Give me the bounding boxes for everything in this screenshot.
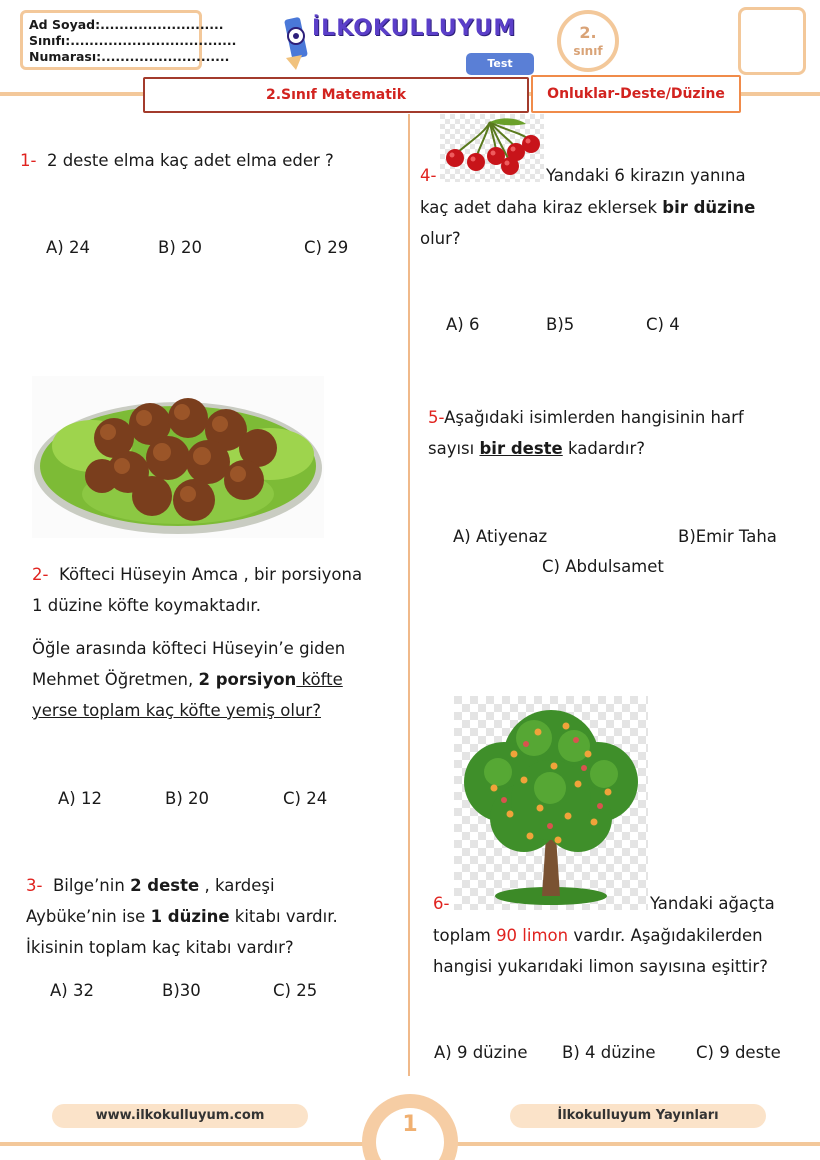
option-a[interactable]: A) 9 düzine	[434, 1043, 528, 1062]
question-text-fragment: kadardır?	[562, 439, 646, 458]
option-b[interactable]: B)Emir Taha	[678, 527, 777, 546]
lemon-tree-image	[454, 696, 648, 910]
question-text-fragment: vardır. Aşağıdakilerden	[568, 926, 763, 945]
test-badge: Test	[466, 53, 534, 75]
student-number-field[interactable]: Numarası:...........................	[29, 49, 230, 64]
grade-badge	[557, 10, 619, 72]
question-number: 5-	[428, 408, 445, 427]
question-text-fragment: sayısı	[428, 439, 480, 458]
question-text-line: hangisi yukarıdaki limon sayısına eşittir?	[433, 957, 768, 976]
option-a[interactable]: A) 12	[58, 789, 102, 808]
question-number: 3-	[26, 876, 43, 895]
option-b[interactable]: B)5	[546, 315, 575, 334]
question-number: 2-	[32, 565, 49, 584]
question-text-line: Yandaki 6 kirazın yanına	[546, 166, 746, 185]
option-a[interactable]: A) Atiyenaz	[453, 527, 548, 546]
question-4-body	[420, 192, 815, 254]
question-1	[20, 145, 334, 176]
question-text-fragment: Mehmet Öğretmen,	[32, 670, 199, 689]
question-text-line: Aşağıdaki isimlerden hangisinin harf	[444, 408, 744, 427]
option-b[interactable]: B)30	[162, 981, 201, 1000]
student-name-field[interactable]: Ad Soyad:..........................	[29, 17, 224, 32]
question-text-line: Yandaki ağaçta	[650, 894, 775, 913]
question-emphasis: 1 düzine	[150, 907, 230, 926]
question-emphasis: 90 limon	[496, 926, 569, 945]
student-class-field[interactable]: Sınıfı:...................................	[29, 33, 237, 48]
question-emphasis: bir deste	[479, 439, 563, 458]
column-divider	[408, 114, 410, 1076]
question-6-number	[433, 888, 449, 919]
question-4-number	[420, 160, 436, 191]
grade-word: sınıf	[573, 44, 603, 58]
option-c[interactable]: C) 4	[646, 315, 680, 334]
question-emphasis: 2 deste	[130, 876, 200, 895]
question-text-fragment: toplam	[433, 926, 497, 945]
question-emphasis: 2 porsiyon	[198, 670, 297, 689]
question-number: 1-	[20, 151, 37, 170]
option-b[interactable]: B) 20	[158, 238, 202, 257]
option-a[interactable]: A) 32	[50, 981, 94, 1000]
cherries-image	[440, 114, 544, 182]
question-number: 6-	[433, 894, 450, 913]
option-a[interactable]: A) 6	[446, 315, 480, 334]
question-text-line: İkisinin toplam kaç kitabı vardır?	[26, 938, 294, 957]
question-text-fragment: kaç adet daha kiraz eklersek	[420, 198, 663, 217]
question-text-line: 1 düzine köfte koymaktadır.	[32, 596, 261, 615]
grade-number: 2.	[579, 23, 597, 42]
option-a[interactable]: A) 24	[46, 238, 90, 257]
option-c[interactable]: C) 29	[304, 238, 349, 257]
meatballs-image	[32, 376, 324, 538]
option-b[interactable]: B) 20	[165, 789, 209, 808]
question-text-fragment: , kardeşi	[199, 876, 275, 895]
option-c[interactable]: C) Abdulsamet	[542, 557, 664, 576]
question-2	[32, 559, 402, 726]
option-c[interactable]: C) 24	[283, 789, 328, 808]
website-link[interactable]: www.ilkokulluyum.com	[52, 1104, 308, 1128]
question-text-fragment: kitabı vardır.	[229, 907, 338, 926]
question-number: 4-	[420, 166, 437, 185]
option-c[interactable]: C) 9 deste	[696, 1043, 781, 1062]
question-text: 2 deste elma kaç adet elma eder ?	[46, 151, 334, 170]
question-text-fragment: Bilge’nin	[52, 876, 131, 895]
question-text-line: Öğle arasında köfteci Hüseyin’e giden	[32, 639, 346, 658]
question-underline: yerse toplam kaç köfte yemiş olur?	[32, 701, 321, 720]
student-info-box	[20, 10, 237, 70]
question-5	[428, 402, 813, 464]
page-title: 2.Sınıf Matematik	[143, 77, 529, 113]
logo-wordmark: İLKOKULLUYUM	[312, 16, 517, 41]
question-text-line: olur?	[420, 229, 461, 248]
question-underline: köfte	[296, 670, 343, 689]
question-text-line: Köfteci Hüseyin Amca , bir porsiyona	[58, 565, 363, 584]
score-box	[738, 7, 806, 75]
option-c[interactable]: C) 25	[273, 981, 318, 1000]
question-emphasis: bir düzine	[662, 198, 756, 217]
topic-title: Onluklar-Deste/Düzine	[531, 75, 741, 113]
question-3	[26, 870, 402, 963]
page-number: 1	[402, 1112, 418, 1137]
question-6-body	[433, 920, 818, 982]
option-b[interactable]: B) 4 düzine	[562, 1043, 656, 1062]
publisher-label: İlkokulluyum Yayınları	[510, 1104, 766, 1128]
question-text-fragment: Aybüke’nin ise	[26, 907, 151, 926]
